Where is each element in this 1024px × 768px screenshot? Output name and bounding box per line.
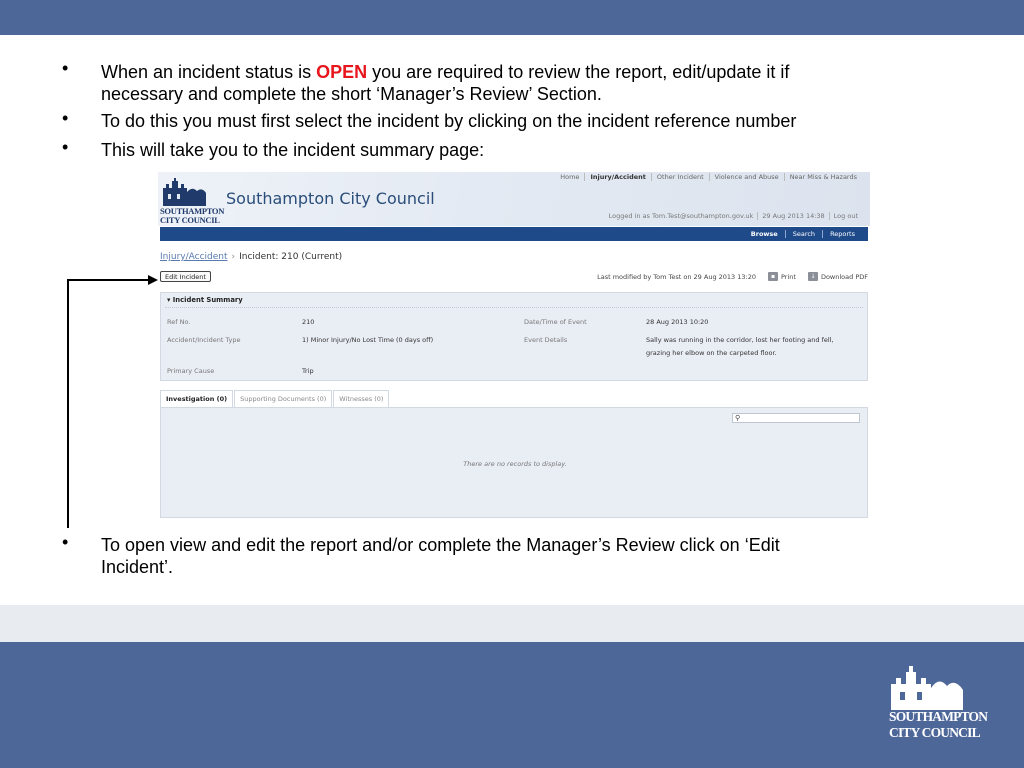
nav-other-incident[interactable]: Other Incident	[652, 173, 710, 181]
nav-near-miss[interactable]: Near Miss & Hazards	[789, 173, 857, 181]
ref-no-value: 210	[302, 318, 315, 326]
nav-violence-abuse[interactable]: Violence and Abuse	[710, 173, 785, 181]
bullet-1-line-2: necessary and complete the short ‘Manager’s Review’ Section.	[101, 84, 602, 104]
bullet-4-line-2: Incident’.	[101, 557, 174, 577]
menu-browse[interactable]: Browse	[750, 230, 778, 238]
logged-in-user: Logged in as Tom.Test@southampton.gov.uk	[605, 212, 759, 220]
breadcrumb-link-injury-accident[interactable]: Injury/Accident	[160, 252, 228, 262]
date-time-value: 28 Aug 2013 10:20	[646, 318, 709, 326]
incident-summary-heading[interactable]: ▾ Incident Summary	[167, 296, 243, 304]
castle-icon	[885, 662, 975, 710]
last-modified-text: Last modified by Tom Test on 29 Aug 2013 13:20	[597, 272, 756, 281]
footer-logo-line-2: CITY COUNCIL	[889, 725, 980, 740]
bullet-marker: •	[62, 137, 69, 157]
footer-divider-band	[0, 605, 1024, 642]
event-details-label: Event Details	[524, 336, 568, 344]
bullet-marker: •	[62, 532, 69, 552]
nav-injury-accident[interactable]: Injury/Accident	[585, 173, 651, 181]
tab-supporting-documents[interactable]: Supporting Documents (0)	[234, 390, 332, 407]
menu-reports[interactable]: Reports	[822, 230, 862, 238]
print-link[interactable]: Print	[781, 272, 796, 281]
incident-type-label: Accident/Incident Type	[167, 336, 241, 344]
print-icon[interactable]: ▪	[768, 272, 778, 281]
primary-cause-label: Primary Cause	[167, 367, 215, 375]
open-status-word: OPEN	[316, 62, 368, 82]
event-details-line-2: grazing her elbow on the carpeted floor.	[646, 349, 777, 357]
incident-type-value: 1) Minor Injury/No Lost Time (0 days off)	[302, 336, 434, 344]
tab-investigation[interactable]: Investigation (0)	[160, 390, 233, 407]
logo-text-line-1: SOUTHAMPTON	[160, 206, 225, 216]
bullet-3: This will take you to the incident summary page:	[101, 140, 485, 160]
download-pdf-link[interactable]: Download PDF	[820, 272, 868, 281]
footer-logo-line-1: SOUTHAMPTON	[889, 709, 988, 724]
edit-incident-button[interactable]: Edit Incident	[160, 271, 211, 282]
primary-cause-value: Trip	[302, 367, 314, 375]
footer-council-logo	[885, 662, 988, 746]
bullet-marker: •	[62, 58, 69, 78]
menu-search[interactable]: Search	[785, 230, 822, 238]
logo-text-line-2: CITY COUNCIL	[160, 215, 220, 225]
no-records-message: There are no records to display.	[463, 460, 567, 468]
event-details-line-1: Sally was running in the corridor, lost her footing and fell,	[646, 336, 834, 344]
breadcrumb-current: Incident: 210 (Current)	[239, 252, 343, 262]
breadcrumb-separator: ›	[231, 252, 236, 262]
bullet-2: To do this you must first select the incident by clicking on the incident reference number	[101, 111, 797, 131]
search-icon: ⚲	[735, 414, 741, 422]
bottom-band	[0, 642, 1024, 768]
logout-link[interactable]: Log out	[833, 212, 858, 220]
bullet-4-line-1: To open view and edit the report and/or complete the Manager’s Review click on ‘Edit	[101, 535, 780, 555]
tab-witnesses[interactable]: Witnesses (0)	[333, 390, 389, 407]
ref-no-label: Ref No.	[167, 318, 191, 326]
bullet-marker: •	[62, 108, 69, 128]
login-timestamp: 29 Aug 2013 14:38	[758, 212, 829, 220]
download-icon[interactable]: ↓	[808, 272, 818, 281]
nav-home[interactable]: Home	[555, 173, 585, 181]
bullet-1-post: you are required to review the report, edit/update it if	[367, 62, 790, 82]
date-time-label: Date/Time of Event	[524, 318, 587, 326]
site-title: Southampton City Council	[226, 189, 435, 208]
bullet-1-pre: When an incident status is	[101, 62, 317, 82]
